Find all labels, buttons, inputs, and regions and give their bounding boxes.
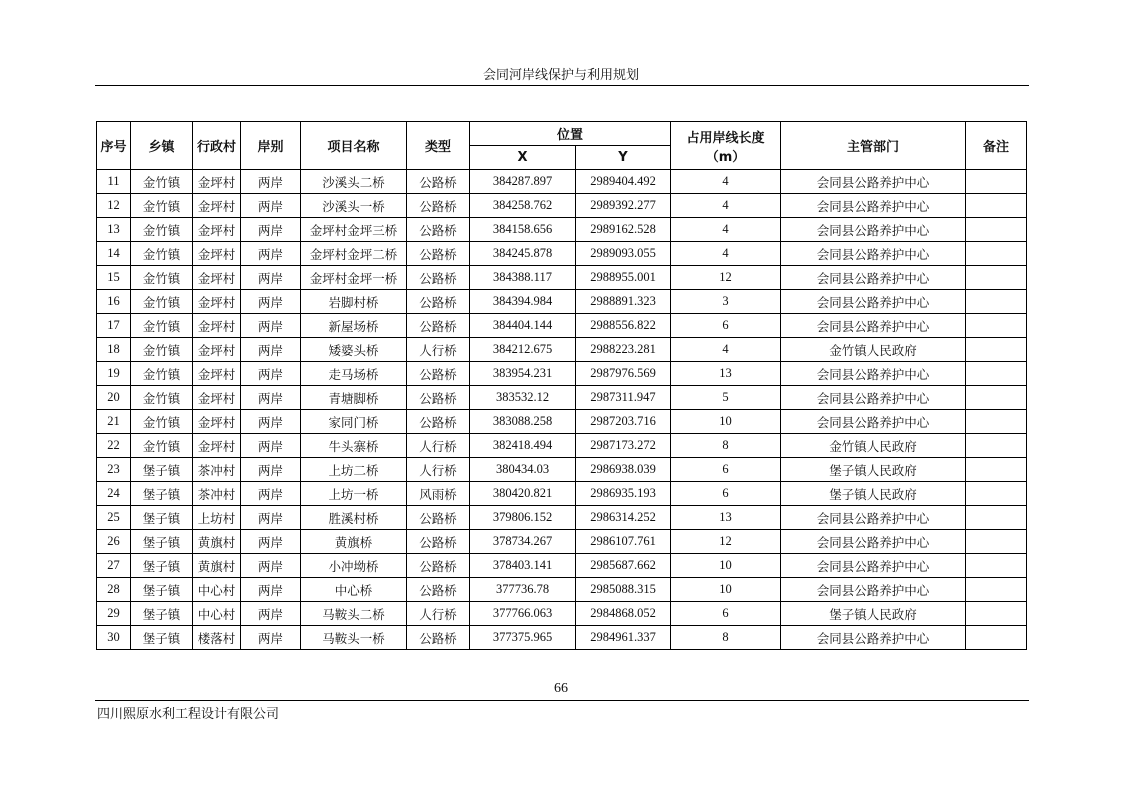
table-row (97, 506, 1027, 530)
cell-project: 金坪村金坪二桥 (301, 242, 407, 266)
cell-y: 2986935.193 (576, 482, 671, 506)
cell-village: 茶冲村 (193, 458, 241, 482)
cell-village: 中心村 (193, 602, 241, 626)
cell-bank: 两岸 (241, 170, 301, 194)
cell-remark (966, 194, 1027, 218)
cell-x: 378734.267 (470, 530, 576, 554)
cell-town: 堡子镇 (131, 482, 193, 506)
cell-y: 2989093.055 (576, 242, 671, 266)
cell-town: 金竹镇 (131, 170, 193, 194)
cell-town: 金竹镇 (131, 434, 193, 458)
cell-index: 19 (97, 362, 131, 386)
cell-type: 公路桥 (407, 386, 470, 410)
table-row (97, 410, 1027, 434)
cell-remark (966, 314, 1027, 338)
cell-department: 会同县公路养护中心 (781, 530, 966, 554)
cell-town: 金竹镇 (131, 314, 193, 338)
cell-bank: 两岸 (241, 554, 301, 578)
cell-town: 堡子镇 (131, 458, 193, 482)
cell-x: 384394.984 (470, 290, 576, 314)
cell-y: 2987203.716 (576, 410, 671, 434)
cell-village: 中心村 (193, 578, 241, 602)
cell-project: 沙溪头一桥 (301, 194, 407, 218)
cell-bank: 两岸 (241, 314, 301, 338)
footer-divider (95, 700, 1029, 701)
cell-project: 新屋场桥 (301, 314, 407, 338)
cell-village: 金坪村 (193, 410, 241, 434)
col-header-town: 乡镇 (131, 122, 193, 170)
cell-village: 金坪村 (193, 290, 241, 314)
col-header-position: 位置 (470, 122, 671, 146)
cell-town: 金竹镇 (131, 242, 193, 266)
cell-village: 金坪村 (193, 266, 241, 290)
cell-type: 公路桥 (407, 266, 470, 290)
col-header-index: 序号 (97, 122, 131, 170)
col-header-type: 类型 (407, 122, 470, 170)
col-header-department: 主管部门 (781, 122, 966, 170)
cell-index: 16 (97, 290, 131, 314)
bridge-shoreline-table (96, 121, 1027, 650)
cell-remark (966, 554, 1027, 578)
cell-village: 金坪村 (193, 218, 241, 242)
cell-y: 2989404.492 (576, 170, 671, 194)
cell-bank: 两岸 (241, 338, 301, 362)
cell-index: 21 (97, 410, 131, 434)
cell-x: 384158.656 (470, 218, 576, 242)
cell-x: 379806.152 (470, 506, 576, 530)
cell-x: 384287.897 (470, 170, 576, 194)
cell-bank: 两岸 (241, 362, 301, 386)
cell-x: 382418.494 (470, 434, 576, 458)
table-header (97, 122, 1027, 170)
cell-village: 金坪村 (193, 362, 241, 386)
cell-y: 2988223.281 (576, 338, 671, 362)
cell-index: 30 (97, 626, 131, 650)
cell-department: 会同县公路养护中心 (781, 218, 966, 242)
cell-town: 金竹镇 (131, 362, 193, 386)
cell-department: 金竹镇人民政府 (781, 434, 966, 458)
cell-department: 会同县公路养护中心 (781, 626, 966, 650)
cell-type: 人行桥 (407, 602, 470, 626)
cell-town: 堡子镇 (131, 530, 193, 554)
page-header-title: 会同河岸线保护与利用规划 (482, 68, 639, 83)
cell-bank: 两岸 (241, 290, 301, 314)
cell-department: 会同县公路养护中心 (781, 506, 966, 530)
cell-department: 会同县公路养护中心 (781, 194, 966, 218)
cell-index: 18 (97, 338, 131, 362)
cell-y: 2985088.315 (576, 578, 671, 602)
cell-type: 人行桥 (407, 338, 470, 362)
cell-remark (966, 410, 1027, 434)
cell-remark (966, 338, 1027, 362)
col-header-project: 项目名称 (301, 122, 407, 170)
cell-x: 377766.063 (470, 602, 576, 626)
cell-type: 公路桥 (407, 530, 470, 554)
cell-remark (966, 482, 1027, 506)
cell-project: 马鞍头二桥 (301, 602, 407, 626)
cell-bank: 两岸 (241, 434, 301, 458)
col-header-y: Y (576, 146, 671, 170)
cell-x: 377375.965 (470, 626, 576, 650)
table-row (97, 194, 1027, 218)
cell-project: 金坪村金坪一桥 (301, 266, 407, 290)
cell-x: 384212.675 (470, 338, 576, 362)
cell-type: 公路桥 (407, 362, 470, 386)
table-row (97, 578, 1027, 602)
cell-type: 公路桥 (407, 506, 470, 530)
table-row (97, 482, 1027, 506)
cell-village: 楼落村 (193, 626, 241, 650)
cell-remark (966, 218, 1027, 242)
cell-town: 金竹镇 (131, 290, 193, 314)
col-header-length-line1: 占用岸线长度 (686, 130, 765, 146)
cell-department: 金竹镇人民政府 (781, 338, 966, 362)
cell-village: 黄旗村 (193, 554, 241, 578)
col-header-remark: 备注 (966, 122, 1027, 170)
cell-remark (966, 242, 1027, 266)
cell-bank: 两岸 (241, 458, 301, 482)
cell-bank: 两岸 (241, 266, 301, 290)
cell-length: 13 (671, 506, 781, 530)
cell-x: 383532.12 (470, 386, 576, 410)
cell-bank: 两岸 (241, 194, 301, 218)
cell-type: 公路桥 (407, 410, 470, 434)
cell-village: 金坪村 (193, 314, 241, 338)
cell-length: 4 (671, 170, 781, 194)
cell-length: 4 (671, 218, 781, 242)
cell-town: 堡子镇 (131, 602, 193, 626)
cell-y: 2984868.052 (576, 602, 671, 626)
cell-department: 会同县公路养护中心 (781, 314, 966, 338)
cell-length: 5 (671, 386, 781, 410)
cell-project: 黄旗桥 (301, 530, 407, 554)
cell-town: 金竹镇 (131, 194, 193, 218)
cell-department: 会同县公路养护中心 (781, 290, 966, 314)
cell-index: 25 (97, 506, 131, 530)
cell-department: 堡子镇人民政府 (781, 458, 966, 482)
cell-x: 380434.03 (470, 458, 576, 482)
cell-department: 会同县公路养护中心 (781, 410, 966, 434)
cell-project: 上坊一桥 (301, 482, 407, 506)
cell-type: 公路桥 (407, 290, 470, 314)
cell-project: 青塘脚桥 (301, 386, 407, 410)
col-header-length-line2: （m） (705, 149, 746, 165)
table-row (97, 314, 1027, 338)
cell-length: 6 (671, 314, 781, 338)
cell-town: 堡子镇 (131, 626, 193, 650)
cell-town: 金竹镇 (131, 338, 193, 362)
cell-remark (966, 386, 1027, 410)
cell-length: 8 (671, 626, 781, 650)
table-row (97, 386, 1027, 410)
cell-length: 4 (671, 242, 781, 266)
cell-town: 堡子镇 (131, 578, 193, 602)
cell-length: 6 (671, 482, 781, 506)
cell-type: 人行桥 (407, 434, 470, 458)
cell-bank: 两岸 (241, 242, 301, 266)
cell-index: 13 (97, 218, 131, 242)
cell-bank: 两岸 (241, 410, 301, 434)
cell-type: 公路桥 (407, 194, 470, 218)
cell-department: 会同县公路养护中心 (781, 170, 966, 194)
cell-bank: 两岸 (241, 626, 301, 650)
cell-y: 2988556.822 (576, 314, 671, 338)
cell-remark (966, 266, 1027, 290)
table-row (97, 530, 1027, 554)
cell-project: 中心桥 (301, 578, 407, 602)
cell-type: 公路桥 (407, 578, 470, 602)
cell-bank: 两岸 (241, 386, 301, 410)
table-row (97, 338, 1027, 362)
cell-village: 金坪村 (193, 386, 241, 410)
cell-x: 378403.141 (470, 554, 576, 578)
cell-project: 上坊二桥 (301, 458, 407, 482)
cell-x: 383954.231 (470, 362, 576, 386)
cell-bank: 两岸 (241, 578, 301, 602)
cell-village: 上坊村 (193, 506, 241, 530)
cell-y: 2988955.001 (576, 266, 671, 290)
cell-department: 堡子镇人民政府 (781, 602, 966, 626)
cell-y: 2987173.272 (576, 434, 671, 458)
cell-project: 马鞍头一桥 (301, 626, 407, 650)
table-row (97, 626, 1027, 650)
cell-bank: 两岸 (241, 218, 301, 242)
col-header-village: 行政村 (193, 122, 241, 170)
col-header-bank: 岸别 (241, 122, 301, 170)
table-row (97, 554, 1027, 578)
cell-x: 384258.762 (470, 194, 576, 218)
cell-village: 金坪村 (193, 434, 241, 458)
cell-remark (966, 578, 1027, 602)
cell-index: 22 (97, 434, 131, 458)
cell-department: 会同县公路养护中心 (781, 554, 966, 578)
cell-index: 28 (97, 578, 131, 602)
table-row (97, 266, 1027, 290)
cell-length: 12 (671, 266, 781, 290)
cell-village: 金坪村 (193, 338, 241, 362)
cell-y: 2986314.252 (576, 506, 671, 530)
cell-index: 14 (97, 242, 131, 266)
cell-project: 沙溪头二桥 (301, 170, 407, 194)
cell-remark (966, 170, 1027, 194)
cell-remark (966, 626, 1027, 650)
table-row (97, 170, 1027, 194)
cell-length: 3 (671, 290, 781, 314)
cell-remark (966, 434, 1027, 458)
cell-project: 矮婆头桥 (301, 338, 407, 362)
cell-department: 会同县公路养护中心 (781, 578, 966, 602)
cell-remark (966, 530, 1027, 554)
cell-remark (966, 458, 1027, 482)
cell-type: 风雨桥 (407, 482, 470, 506)
cell-town: 堡子镇 (131, 554, 193, 578)
table-row (97, 242, 1027, 266)
cell-y: 2989392.277 (576, 194, 671, 218)
cell-length: 6 (671, 602, 781, 626)
cell-y: 2986107.761 (576, 530, 671, 554)
cell-type: 人行桥 (407, 458, 470, 482)
cell-length: 4 (671, 338, 781, 362)
cell-y: 2987976.569 (576, 362, 671, 386)
cell-x: 380420.821 (470, 482, 576, 506)
cell-town: 金竹镇 (131, 266, 193, 290)
cell-length: 10 (671, 578, 781, 602)
cell-project: 家同门桥 (301, 410, 407, 434)
cell-index: 23 (97, 458, 131, 482)
page-number: 66 (554, 681, 568, 696)
cell-project: 金坪村金坪三桥 (301, 218, 407, 242)
cell-length: 13 (671, 362, 781, 386)
cell-town: 堡子镇 (131, 506, 193, 530)
table-body (97, 170, 1027, 650)
cell-y: 2985687.662 (576, 554, 671, 578)
cell-index: 27 (97, 554, 131, 578)
header-divider (95, 85, 1029, 86)
cell-project: 牛头寨桥 (301, 434, 407, 458)
cell-bank: 两岸 (241, 506, 301, 530)
cell-project: 走马场桥 (301, 362, 407, 386)
cell-remark (966, 602, 1027, 626)
cell-town: 金竹镇 (131, 386, 193, 410)
col-header-length (671, 122, 781, 170)
table-row (97, 434, 1027, 458)
cell-y: 2987311.947 (576, 386, 671, 410)
cell-type: 公路桥 (407, 314, 470, 338)
cell-index: 15 (97, 266, 131, 290)
cell-y: 2986938.039 (576, 458, 671, 482)
cell-project: 胜溪村桥 (301, 506, 407, 530)
table-row (97, 362, 1027, 386)
cell-length: 6 (671, 458, 781, 482)
cell-length: 10 (671, 410, 781, 434)
cell-remark (966, 290, 1027, 314)
cell-department: 会同县公路养护中心 (781, 266, 966, 290)
cell-index: 12 (97, 194, 131, 218)
cell-index: 17 (97, 314, 131, 338)
cell-y: 2988891.323 (576, 290, 671, 314)
cell-type: 公路桥 (407, 626, 470, 650)
cell-type: 公路桥 (407, 554, 470, 578)
cell-village: 金坪村 (193, 194, 241, 218)
cell-type: 公路桥 (407, 170, 470, 194)
cell-bank: 两岸 (241, 482, 301, 506)
cell-town: 金竹镇 (131, 218, 193, 242)
cell-x: 377736.78 (470, 578, 576, 602)
cell-length: 8 (671, 434, 781, 458)
footer-company: 四川熙原水利工程设计有限公司 (97, 707, 280, 722)
cell-remark (966, 362, 1027, 386)
cell-length: 4 (671, 194, 781, 218)
cell-x: 383088.258 (470, 410, 576, 434)
cell-x: 384404.144 (470, 314, 576, 338)
table-row (97, 290, 1027, 314)
cell-project: 岩脚村桥 (301, 290, 407, 314)
cell-department: 会同县公路养护中心 (781, 386, 966, 410)
cell-y: 2989162.528 (576, 218, 671, 242)
cell-type: 公路桥 (407, 218, 470, 242)
cell-department: 堡子镇人民政府 (781, 482, 966, 506)
cell-length: 10 (671, 554, 781, 578)
cell-x: 384388.117 (470, 266, 576, 290)
cell-village: 茶冲村 (193, 482, 241, 506)
cell-town: 金竹镇 (131, 410, 193, 434)
cell-village: 黄旗村 (193, 530, 241, 554)
col-header-x: X (470, 146, 576, 170)
cell-index: 20 (97, 386, 131, 410)
cell-length: 12 (671, 530, 781, 554)
cell-project: 小冲坳桥 (301, 554, 407, 578)
cell-y: 2984961.337 (576, 626, 671, 650)
cell-department: 会同县公路养护中心 (781, 242, 966, 266)
cell-type: 公路桥 (407, 242, 470, 266)
table-row (97, 602, 1027, 626)
table-row (97, 218, 1027, 242)
cell-remark (966, 506, 1027, 530)
cell-bank: 两岸 (241, 530, 301, 554)
cell-village: 金坪村 (193, 242, 241, 266)
cell-bank: 两岸 (241, 602, 301, 626)
cell-index: 29 (97, 602, 131, 626)
cell-department: 会同县公路养护中心 (781, 362, 966, 386)
cell-village: 金坪村 (193, 170, 241, 194)
cell-index: 11 (97, 170, 131, 194)
cell-index: 24 (97, 482, 131, 506)
cell-x: 384245.878 (470, 242, 576, 266)
table-row (97, 458, 1027, 482)
cell-index: 26 (97, 530, 131, 554)
